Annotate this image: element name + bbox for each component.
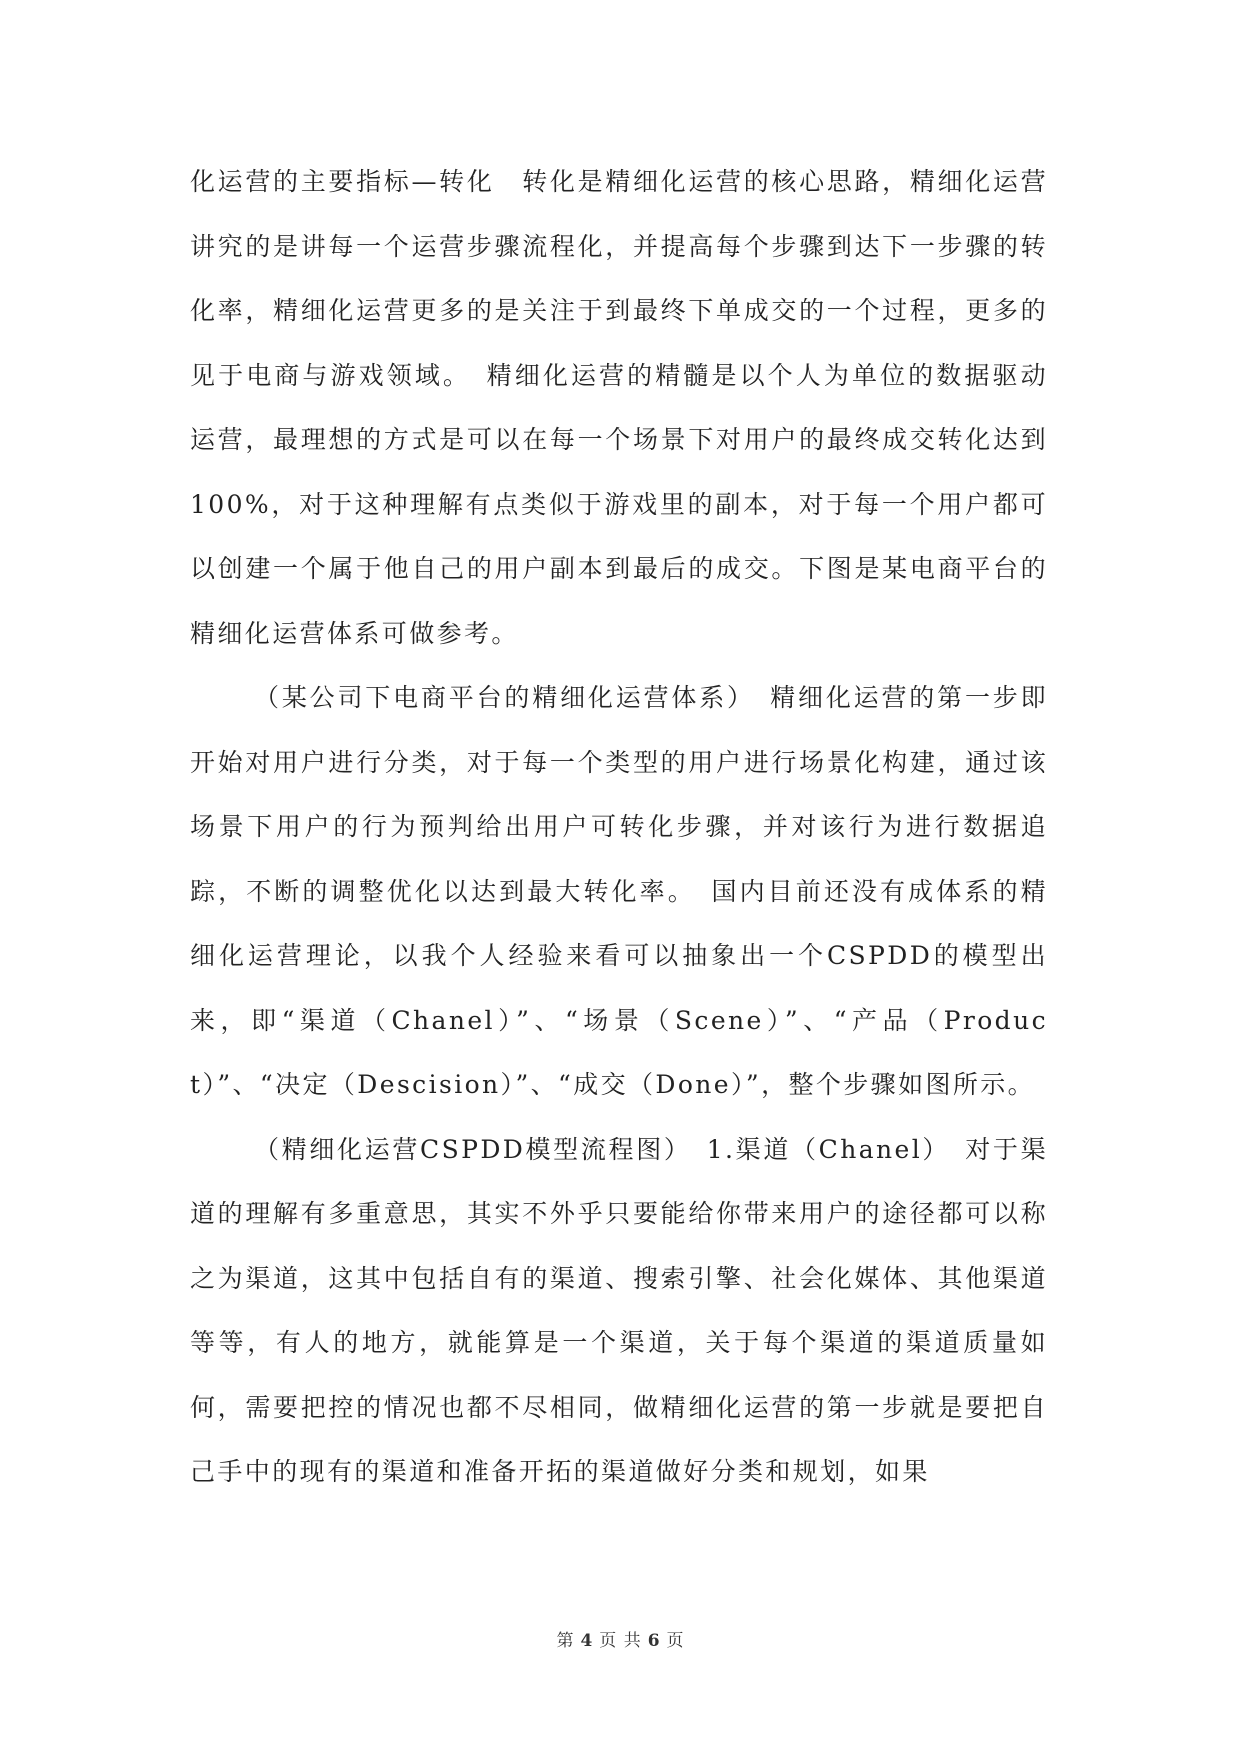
footer-prefix: 第 <box>556 1631 575 1651</box>
footer-current-page: 4 <box>580 1631 594 1651</box>
document-body <box>190 150 1048 1505</box>
paragraph-2: （某公司下电商平台的精细化运营体系） 精细化运营的第一步即开始对用户进行分类，对于每一个类型的用户进行场景化构建，通过该场景下用户的行为预判给出用户可转化步骤，并对该行为进行数据追踪，不断的调整优化以达到最大转化率。 国内目前还没有成体系的精细化运营理论，以我个人经验来看可以抽象出一个CSPDD的模型出来，即“渠道（Chanel）”、“场景（Scene）”、“产品（Product）”、“决定（Descision）”、“成交（Done）”，整个步骤如图所示。 <box>190 683 1048 1099</box>
paragraph-1: 化运营的主要指标—转化 转化是精细化运营的核心思路，精细化运营讲究的是讲每一个运营步骤流程化，并提高每个步骤到达下一步骤的转化率，精细化运营更多的是关注于到最终下单成交的一个过程，更多的见于电商与游戏领域。 精细化运营的精髓是以个人为单位的数据驱动运营，最理想的方式是可以在每一个场景下对用户的最终成交转化达到100%，对于这种理解有点类似于游戏里的副本，对于每一个用户都可以创建一个属于他自己的用户副本到最后的成交。下图是某电商平台的精细化运营体系可做参考。 <box>190 167 1048 648</box>
footer-total-pages: 6 <box>647 1631 661 1651</box>
page-footer <box>0 1626 1241 1651</box>
footer-middle: 页 共 <box>599 1631 642 1651</box>
paragraph-3: （精细化运营CSPDD模型流程图） 1.渠道（Chanel） 对于渠道的理解有多重意思，其实不外乎只要能给你带来用户的途径都可以称之为渠道，这其中包括自有的渠道、搜索引擎、社会化媒体、其他渠道等等，有人的地方，就能算是一个渠道，关于每个渠道的渠道质量如何，需要把控的情况也都不尽相同，做精细化运营的第一步就是要把自己手中的现有的渠道和准备开拓的渠道做好分类和规划，如果 <box>190 1134 1048 1486</box>
footer-suffix: 页 <box>666 1631 685 1651</box>
